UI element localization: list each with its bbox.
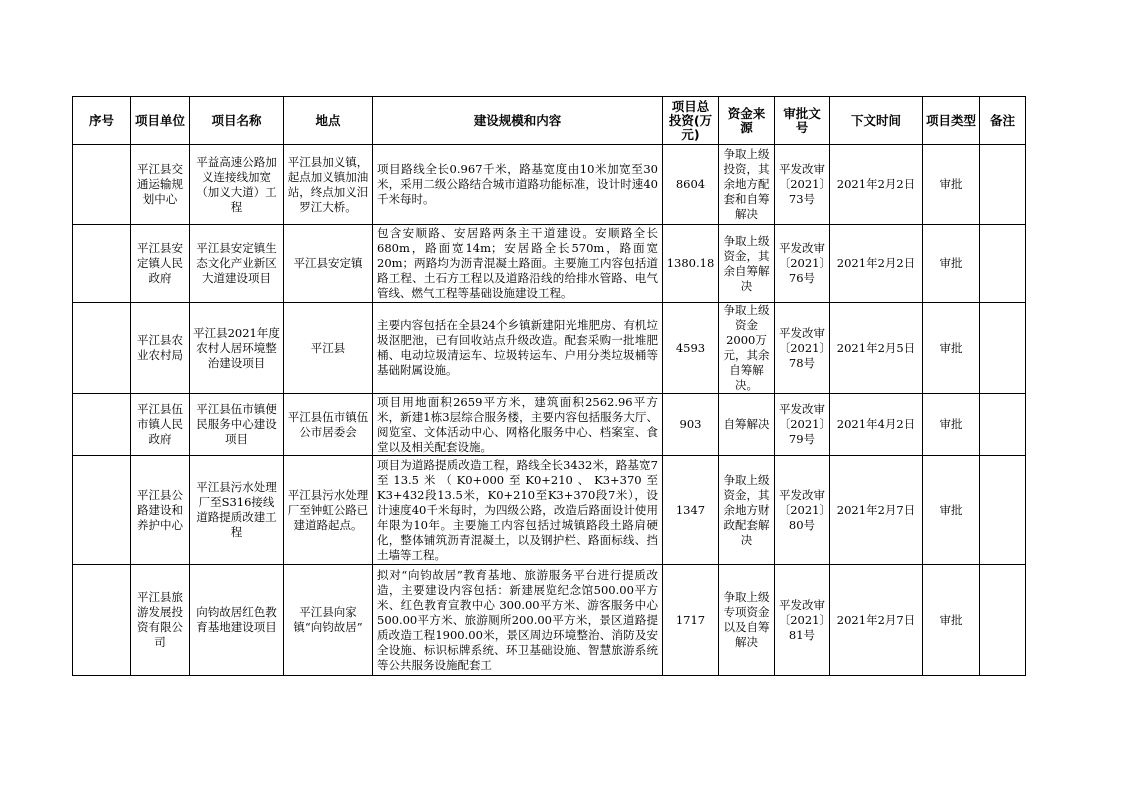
content-text: 主要内容包括在全县24个乡镇新建阳光堆肥房、有机垃圾沤肥池，已有回收站点升级改造。配套采购一批堆肥桶、电动垃圾清运车、垃圾转运车、户用分类垃圾桶等基础附属设施。 xyxy=(377,318,658,377)
content-text: 项目为道路提质改造工程，路线全长3432米，路基宽7至13.5米（K0+000至K0+210、K3+370至K3+432段13.5米，K0+210至K3+370段7米），设计速度40千米每时，为四级公路，改造后路面设计使用年限为10年。主要施工内容包括过城镇路段土路肩硬化，整体铺筑沥青混凝土，以及钢护栏、路面标线、挡土墙等工程。 xyxy=(377,457,658,562)
cell-content xyxy=(373,394,663,456)
project-approval-table xyxy=(72,96,1026,676)
table-row xyxy=(73,145,1026,225)
cell-type: 审批 xyxy=(923,145,980,225)
table-row xyxy=(73,456,1026,565)
cell-type: 审批 xyxy=(923,456,980,565)
cell-funding: 争取上级投资，其余地方配套和自筹解决 xyxy=(719,145,775,225)
cell-remark xyxy=(980,225,1026,303)
cell-location: 平江县伍市镇伍公市居委会 xyxy=(284,394,373,456)
cell-investment: 903 xyxy=(663,394,719,456)
cell-funding: 争取上级资金，其余自筹解决 xyxy=(719,225,775,303)
header-date: 下文时间 xyxy=(830,97,923,145)
header-name: 项目名称 xyxy=(190,97,284,145)
table-row xyxy=(73,565,1026,676)
header-investment: 项目总投资(万元) xyxy=(663,97,719,145)
cell-type: 审批 xyxy=(923,394,980,456)
cell-name: 向钧故居红色教育基地建设项目 xyxy=(190,565,284,676)
cell-location: 平江县向家镇“向钧故居” xyxy=(284,565,373,676)
cell-index xyxy=(73,145,131,225)
cell-content xyxy=(373,565,663,676)
cell-date: 2021年2月7日 xyxy=(830,565,923,676)
cell-unit: 平江县旅游发展投资有限公司 xyxy=(131,565,190,676)
header-content: 建设规模和内容 xyxy=(373,97,663,145)
header-unit: 项目单位 xyxy=(131,97,190,145)
cell-approval: 平发改审〔2021〕73号 xyxy=(775,145,830,225)
cell-date: 2021年2月2日 xyxy=(830,225,923,303)
cell-name: 平江县伍市镇便民服务中心建设项目 xyxy=(190,394,284,456)
cell-investment: 1380.18 xyxy=(663,225,719,303)
cell-name: 平江县安定镇生态文化产业新区大道建设项目 xyxy=(190,225,284,303)
table-row xyxy=(73,225,1026,303)
cell-date: 2021年2月2日 xyxy=(830,145,923,225)
cell-date: 2021年4月2日 xyxy=(830,394,923,456)
header-remark: 备注 xyxy=(980,97,1026,145)
cell-funding: 争取上级资金，其余地方财政配套解决 xyxy=(719,456,775,565)
cell-name: 平江县污水处理厂至S316接线道路提质改建工程 xyxy=(190,456,284,565)
table-row xyxy=(73,394,1026,456)
cell-funding: 争取上级资金2000万元，其余自筹解决。 xyxy=(719,303,775,394)
header-funding: 资金来源 xyxy=(719,97,775,145)
cell-unit: 平江县公路建设和养护中心 xyxy=(131,456,190,565)
cell-investment: 1347 xyxy=(663,456,719,565)
cell-remark xyxy=(980,145,1026,225)
cell-investment: 4593 xyxy=(663,303,719,394)
header-row xyxy=(73,97,1026,145)
cell-content xyxy=(373,145,663,225)
cell-funding: 自筹解决 xyxy=(719,394,775,456)
header-index: 序号 xyxy=(73,97,131,145)
cell-location: 平江县安定镇 xyxy=(284,225,373,303)
cell-investment: 1717 xyxy=(663,565,719,676)
cell-remark xyxy=(980,394,1026,456)
cell-content xyxy=(373,225,663,303)
cell-date: 2021年2月5日 xyxy=(830,303,923,394)
cell-approval: 平发改审〔2021〕81号 xyxy=(775,565,830,676)
cell-remark xyxy=(980,565,1026,676)
cell-index xyxy=(73,303,131,394)
content-text: 项目路线全长0.967千米，路基宽度由10米加宽至30米，采用二级公路结合城市道路功能标准，设计时速40千米每时。 xyxy=(377,162,658,206)
cell-remark xyxy=(980,303,1026,394)
content-text: 项目用地面积2659平方米，建筑面积2562.96平方米，新建1栋3层综合服务楼，主要内容包括服务大厅、阅览室、文体活动中心、网格化服务中心、档案室、食堂以及相关配套设施。 xyxy=(377,394,658,454)
cell-unit: 平江县安定镇人民政府 xyxy=(131,225,190,303)
cell-content xyxy=(373,456,663,565)
cell-type: 审批 xyxy=(923,565,980,676)
cell-unit: 平江县交通运输规划中心 xyxy=(131,145,190,225)
cell-content xyxy=(373,303,663,394)
cell-name: 平江县2021年度农村人居环境整治建设项目 xyxy=(190,303,284,394)
cell-approval: 平发改审〔2021〕76号 xyxy=(775,225,830,303)
cell-approval: 平发改审〔2021〕80号 xyxy=(775,456,830,565)
cell-location: 平江县加义镇，起点加义镇加油站，终点加义汨罗江大桥。 xyxy=(284,145,373,225)
content-text: 拟对“向钧故居”教育基地、旅游服务平台进行提质改造，主要建设内容包括：新建展览纪念馆500.00平方米、红色教育宣教中心 300.00平方米、游客服务中心500.00平方米、旅游厕所200.00平方米，景区道路提质改造工程1900.00米，景区周边环境整治、消防及安全设施、标识标牌系统、环卫基础设施、智慧旅游系统等公共服务设施配套工 xyxy=(377,567,658,672)
cell-name: 平益高速公路加义连接线加宽（加义大道）工程 xyxy=(190,145,284,225)
cell-unit: 平江县农业农村局 xyxy=(131,303,190,394)
header-type: 项目类型 xyxy=(923,97,980,145)
cell-funding: 争取上级专项资金以及自筹解决 xyxy=(719,565,775,676)
table-row xyxy=(73,303,1026,394)
cell-location: 平江县污水处理厂至钟虹公路已建道路起点。 xyxy=(284,456,373,565)
cell-location: 平江县 xyxy=(284,303,373,394)
header-location: 地点 xyxy=(284,97,373,145)
cell-investment: 8604 xyxy=(663,145,719,225)
cell-index xyxy=(73,565,131,676)
cell-date: 2021年2月7日 xyxy=(830,456,923,565)
cell-index xyxy=(73,456,131,565)
content-text: 包含安顺路、安居路两条主干道建设。安顺路全长680m，路面宽14m；安居路全长570m，路面宽20m；两路均为沥青混凝土路面。主要施工内容包括道路工程、土石方工程以及道路沿线的给排水管路、电气管线、燃气工程等基础设施建设工程。 xyxy=(377,226,658,300)
cell-unit: 平江县伍市镇人民政府 xyxy=(131,394,190,456)
cell-approval: 平发改审〔2021〕79号 xyxy=(775,394,830,456)
cell-type: 审批 xyxy=(923,303,980,394)
cell-type: 审批 xyxy=(923,225,980,303)
cell-approval: 平发改审〔2021〕78号 xyxy=(775,303,830,394)
cell-index xyxy=(73,394,131,456)
cell-remark xyxy=(980,456,1026,565)
cell-index xyxy=(73,225,131,303)
header-approval: 审批文号 xyxy=(775,97,830,145)
